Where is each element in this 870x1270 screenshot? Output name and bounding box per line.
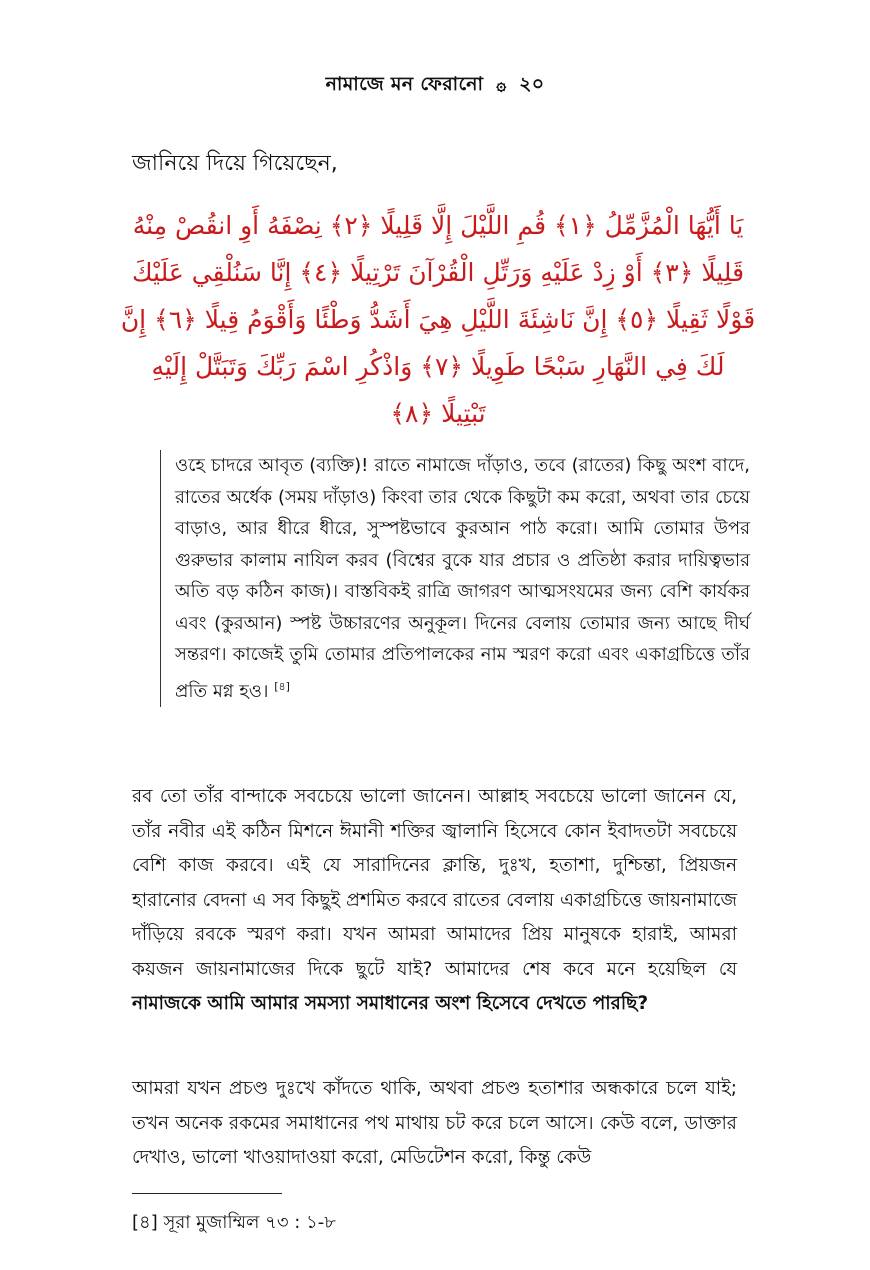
translation-blockquote xyxy=(160,450,750,707)
running-header xyxy=(0,70,870,102)
body-paragraph-1 xyxy=(132,780,737,1022)
footnote-reference[interactable]: [৪] xyxy=(274,679,290,693)
header-ornament-icon: ۞ xyxy=(496,75,507,95)
translation-text: ওহে চাদরে আবৃত (ব্যক্তি)! রাতে নামাজে দাঁড়াও, তবে (রাতের) কিছু অংশ বাদে, রাতের অর্ধেক (সময় দাঁড়াও) কিংবা তার থেকে কিছুটা কম করো, অথবা তার চেয়ে বাড়াও, আর ধীরে ধীরে, সুস্পষ্টভাবে কুরআন পাঠ করো। আমি তোমার উপর গুরুভার কালাম নাযিল করব (বিশ্বের বুকে যার প্রচার ও প্রতিষ্ঠা করার দায়িত্বভার অতি বড় কঠিন কাজ)। বাস্তবিকই রাত্রি জাগরণ আত্মসংযমের জন্য বেশি কার্যকর এবং (কুরআন) স্পষ্ট উচ্চারণের অনুকূল। দিনের বেলায় তোমার জন্য আছে দীর্ঘ সন্তরণ। কাজেই তুমি তোমার প্রতিপালকের নাম স্মরণ করো এবং একাগ্রচিত্তে তাঁর প্রতি মগ্ন হও। xyxy=(175,455,750,702)
header-title: নামাজে মন ফেরানো xyxy=(325,73,484,95)
footnote-divider xyxy=(132,1193,282,1194)
body-paragraph-2 xyxy=(132,1072,737,1176)
intro-text: জানিয়ে দিয়ে গিয়েছেন, xyxy=(132,151,338,176)
arabic-verse-line: قَوْلًا ثَقِيلًا ﴿٥﴾ إِنَّ نَاشِئَةَ اللَّيْلِ هِيَ أَشَدُّ وَطْئًا وَأَقْوَمُ قِيلًا ﴿٦﴾ إِنَّ xyxy=(120,305,756,334)
arabic-verse-line: قَلِيلًا ﴿٣﴾ أَوْ زِدْ عَلَيْهِ وَرَتِّلِ الْقُرْآنَ تَرْتِيلًا ﴿٤﴾ إِنَّا سَنُلْقِي عَلَيْكَ xyxy=(131,258,745,287)
page-number: ২০ xyxy=(519,73,545,95)
arabic-verse-line: لَكَ فِي النَّهَارِ سَبْحًا طَوِيلًا ﴿٧﴾ وَاذْكُرِ اسْمَ رَبِّكَ وَتَبَتَّلْ إِلَيْهِ xyxy=(151,352,725,381)
paragraph-text: রব তো তাঁর বান্দাকে সবচেয়ে ভালো জানেন। আল্লাহ সবচেয়ে ভালো জানেন যে, তাঁর নবীর এই কঠিন মিশনে ঈমানী শক্তির জ্বালানি হিসেবে কোন ইবাদতটা সবচেয়ে বেশি কাজ করবে। এই যে সারাদিনের ক্লান্তি, দুঃখ, হতাশা, দুশ্চিন্তা, প্রিয়জন হারানোর বেদনা এ সব কিছুই প্রশমিত করবে রাতের বেলায় একাগ্রচিত্তে জায়নামাজে দাঁড়িয়ে রবকে স্মরণ করা। যখন আমরা আমাদের প্রিয় মানুষকে হারাই, আমরা কয়জন জায়নামাজের দিকে ছুটে যাই? আমাদের শেষ কবে মনে হয়েছিল যে xyxy=(132,786,737,980)
paragraph-bold-text: নামাজকে আমি আমার সমস্যা সমাধানের অংশ হিসেবে দেখতে পারছি? xyxy=(132,993,649,1014)
footnote: [৪] সূরা মুজাম্মিল ৭৩ : ১-৮ xyxy=(132,1212,336,1233)
arabic-verse-block xyxy=(118,202,758,437)
arabic-verse-line: تَبْتِيلًا ﴿٨﴾ xyxy=(390,399,486,428)
paragraph-text: আমরা যখন প্রচণ্ড দুঃখে কাঁদতে থাকি, অথবা প্রচণ্ড হতাশার অন্ধকারে চলে যাই; তখন অনেক রকমের সমাধানের পথ মাথায় চট করে চলে আসে। কেউ বলে, ডাক্তার দেখাও, ভালো খাওয়াদাওয়া করো, মেডিটেশন করো, কিন্তু কেউ xyxy=(132,1078,737,1168)
arabic-verse-line: يَا أَيُّهَا الْمُزَّمِّلُ ﴿١﴾ قُمِ اللَّيْلَ إِلَّا قَلِيلًا ﴿٢﴾ نِصْفَهُ أَوِ انقُصْ مِنْهُ xyxy=(132,211,744,240)
